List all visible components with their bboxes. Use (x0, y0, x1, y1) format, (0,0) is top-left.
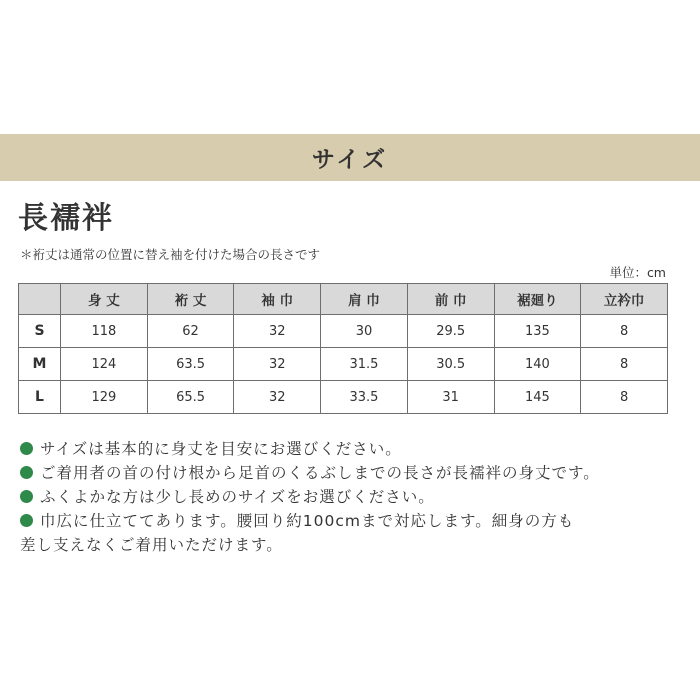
list-item (20, 437, 600, 461)
unit-label: 単位：cm (609, 265, 666, 280)
table-cell: 8 (581, 348, 668, 381)
list-item (20, 461, 600, 485)
bullet-dot-icon (20, 514, 33, 527)
table-cell: 30 (321, 315, 408, 348)
list-item (20, 509, 600, 533)
table-cell: 118 (61, 315, 148, 348)
note-text: サイズは基本的に身丈を目安にお選びください。 (40, 440, 402, 458)
table-header-cell: 裾廻り (494, 284, 581, 315)
page-title: 長襦袢 (18, 201, 114, 236)
note-text: 巾広に仕立ててあります。腰回り約100cmまで対応します。細身の方も (40, 512, 575, 530)
table-cell: 8 (581, 315, 668, 348)
table-cell: 31 (407, 381, 494, 414)
table-row (19, 381, 668, 414)
banner-title: サイズ (311, 147, 389, 173)
table-cell: 129 (61, 381, 148, 414)
note-text: ふくよかな方は少し長めのサイズをお選びください。 (40, 488, 435, 506)
table-cell: 135 (494, 315, 581, 348)
section-banner (0, 134, 700, 181)
table-header-cell: 身 丈 (61, 284, 148, 315)
table-header-cell: 前 巾 (407, 284, 494, 315)
table-cell: 31.5 (321, 348, 408, 381)
note-text: 差し支えなくご着用いただけます。 (20, 536, 283, 554)
table-cell: 29.5 (407, 315, 494, 348)
table-cell: 8 (581, 381, 668, 414)
table-header-cell (19, 284, 61, 315)
table-cell: 33.5 (321, 381, 408, 414)
list-item (20, 485, 600, 509)
table-cell: 32 (234, 348, 321, 381)
size-label: L (19, 381, 61, 414)
size-table (18, 283, 668, 414)
table-row (19, 315, 668, 348)
table-row (19, 348, 668, 381)
list-item-continuation (20, 533, 600, 557)
table-cell: 65.5 (147, 381, 234, 414)
note-text: ご着用者の首の付け根から足首のくるぶしまでの長さが長襦袢の身丈です。 (40, 464, 600, 482)
table-cell: 62 (147, 315, 234, 348)
table-cell: 145 (494, 381, 581, 414)
table-cell: 32 (234, 315, 321, 348)
bullet-dot-icon (20, 466, 33, 479)
bullet-dot-icon (20, 442, 33, 455)
table-header-cell: 肩 巾 (321, 284, 408, 315)
table-cell: 124 (61, 348, 148, 381)
bullet-dot-icon (20, 490, 33, 503)
table-cell: 63.5 (147, 348, 234, 381)
table-header-cell: 袖 巾 (234, 284, 321, 315)
notes-list (20, 437, 600, 557)
table-header-row (19, 284, 668, 315)
table-header-cell: 立衿巾 (581, 284, 668, 315)
table-cell: 32 (234, 381, 321, 414)
table-cell: 30.5 (407, 348, 494, 381)
table-header-cell: 裄 丈 (147, 284, 234, 315)
measurement-note: ＊裄丈は通常の位置に替え袖を付けた場合の長さです (20, 247, 321, 262)
size-label: M (19, 348, 61, 381)
size-label: S (19, 315, 61, 348)
table-cell: 140 (494, 348, 581, 381)
